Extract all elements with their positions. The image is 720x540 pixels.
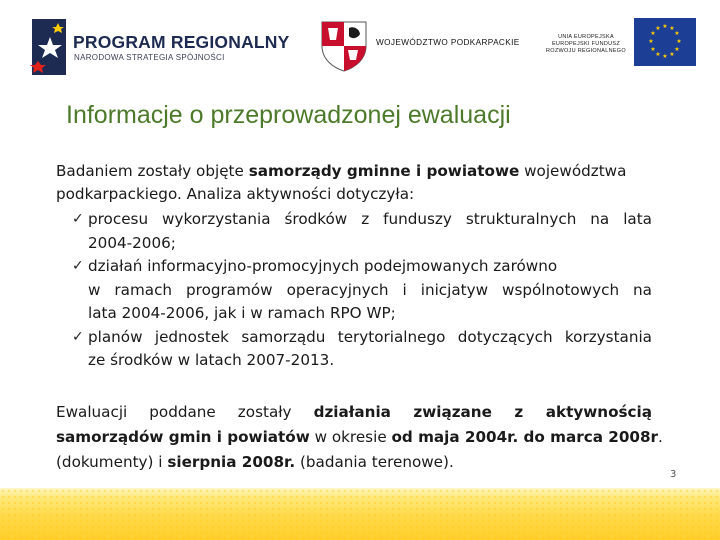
intro-paragraph <box>56 160 656 206</box>
eu-line: ROZWOJU REGIONALNEGO <box>546 48 626 54</box>
list-line: ze środków w latach 2007-2013. <box>88 351 335 369</box>
svg-text:★: ★ <box>662 23 668 30</box>
program-subtitle: NARODOWA STRATEGIA SPÓJNOŚCI <box>74 53 225 62</box>
intro-text: Badaniem zostały objęte <box>56 162 249 180</box>
list-line: procesu wykorzystania środków z funduszy strukturalnych na lata <box>88 210 652 228</box>
program-title: PROGRAM REGIONALNY <box>73 32 290 52</box>
closing-text: . <box>658 428 663 446</box>
bullet-list <box>72 208 652 373</box>
svg-text:★: ★ <box>655 51 661 58</box>
closing-paragraph <box>56 400 663 475</box>
closing-bold: samorządów gmin i powiatów <box>56 428 310 446</box>
closing-bold: sierpnia 2008r. <box>167 453 296 471</box>
closing-line-3 <box>56 450 652 475</box>
list-line: w ramach programów operacyjnych i inicjatyw wspólnotowych na <box>88 280 652 299</box>
checkmark-icon: ✓ <box>72 328 84 345</box>
svg-text:★: ★ <box>650 30 656 37</box>
list-item <box>72 208 652 255</box>
list-item-text <box>88 326 652 373</box>
closing-line-2 <box>56 425 663 450</box>
footer-dots <box>0 488 720 540</box>
svg-text:★: ★ <box>676 38 682 45</box>
coat-of-arms-icon <box>320 20 368 72</box>
intro-bold: samorządy gminne i powiatowe <box>248 162 520 180</box>
intro-line-2: podkarpackiego. Analiza aktywności dotyczyła: <box>56 185 415 203</box>
closing-line-1 <box>56 400 652 425</box>
closing-text: (dokumenty) i <box>56 453 168 471</box>
page-number: 3 <box>670 469 677 480</box>
list-item-text <box>88 208 652 255</box>
slide-title: Informacje o przeprowadzonej ewaluacji <box>66 101 511 129</box>
eu-fund-label <box>540 34 632 55</box>
closing-text: Ewaluacji poddane zostały <box>56 403 314 421</box>
list-line: 2004-2006; <box>88 233 176 252</box>
checkmark-icon: ✓ <box>72 211 84 227</box>
intro-text: województwa <box>519 162 627 180</box>
list-line: planów jednostek samorządu terytorialnego dotyczących korzystania <box>88 327 652 346</box>
closing-text: (badania terenowe). <box>295 453 454 471</box>
eu-flag-icon <box>634 18 696 66</box>
closing-bold: działania związane z aktywnością <box>313 403 652 421</box>
voivodeship-label: WOJEWÓDZTWO PODKARPACKIE <box>376 38 520 47</box>
svg-text:★: ★ <box>655 25 661 32</box>
list-item-text <box>88 255 652 326</box>
svg-text:★: ★ <box>669 51 675 58</box>
footer-band <box>0 488 720 540</box>
eu-line: UNIA EUROPEJSKA <box>558 34 614 40</box>
list-line: działań informacyjno-promocyjnych podejmowanych zarówno <box>88 257 558 275</box>
svg-text:★: ★ <box>669 25 675 32</box>
program-regionalny-logo <box>28 17 290 79</box>
eu-line: EUROPEJSKI FUNDUSZ <box>551 41 621 47</box>
svg-text:★: ★ <box>662 53 668 60</box>
intro-line-1 <box>56 160 656 183</box>
list-item <box>72 326 652 373</box>
svg-text:★: ★ <box>648 38 654 45</box>
checkmark-icon: ✓ <box>72 258 84 274</box>
svg-text:★: ★ <box>650 46 656 53</box>
nss-star-icon <box>28 17 72 77</box>
svg-text:★: ★ <box>674 46 680 53</box>
svg-text:★: ★ <box>674 30 680 37</box>
list-line: lata 2004-2006, jak i w ramach RPO WP; <box>88 304 396 322</box>
list-item <box>72 255 652 326</box>
closing-bold: od maja 2004r. do marca 2008r <box>391 428 659 446</box>
closing-text: w okresie <box>309 428 392 446</box>
